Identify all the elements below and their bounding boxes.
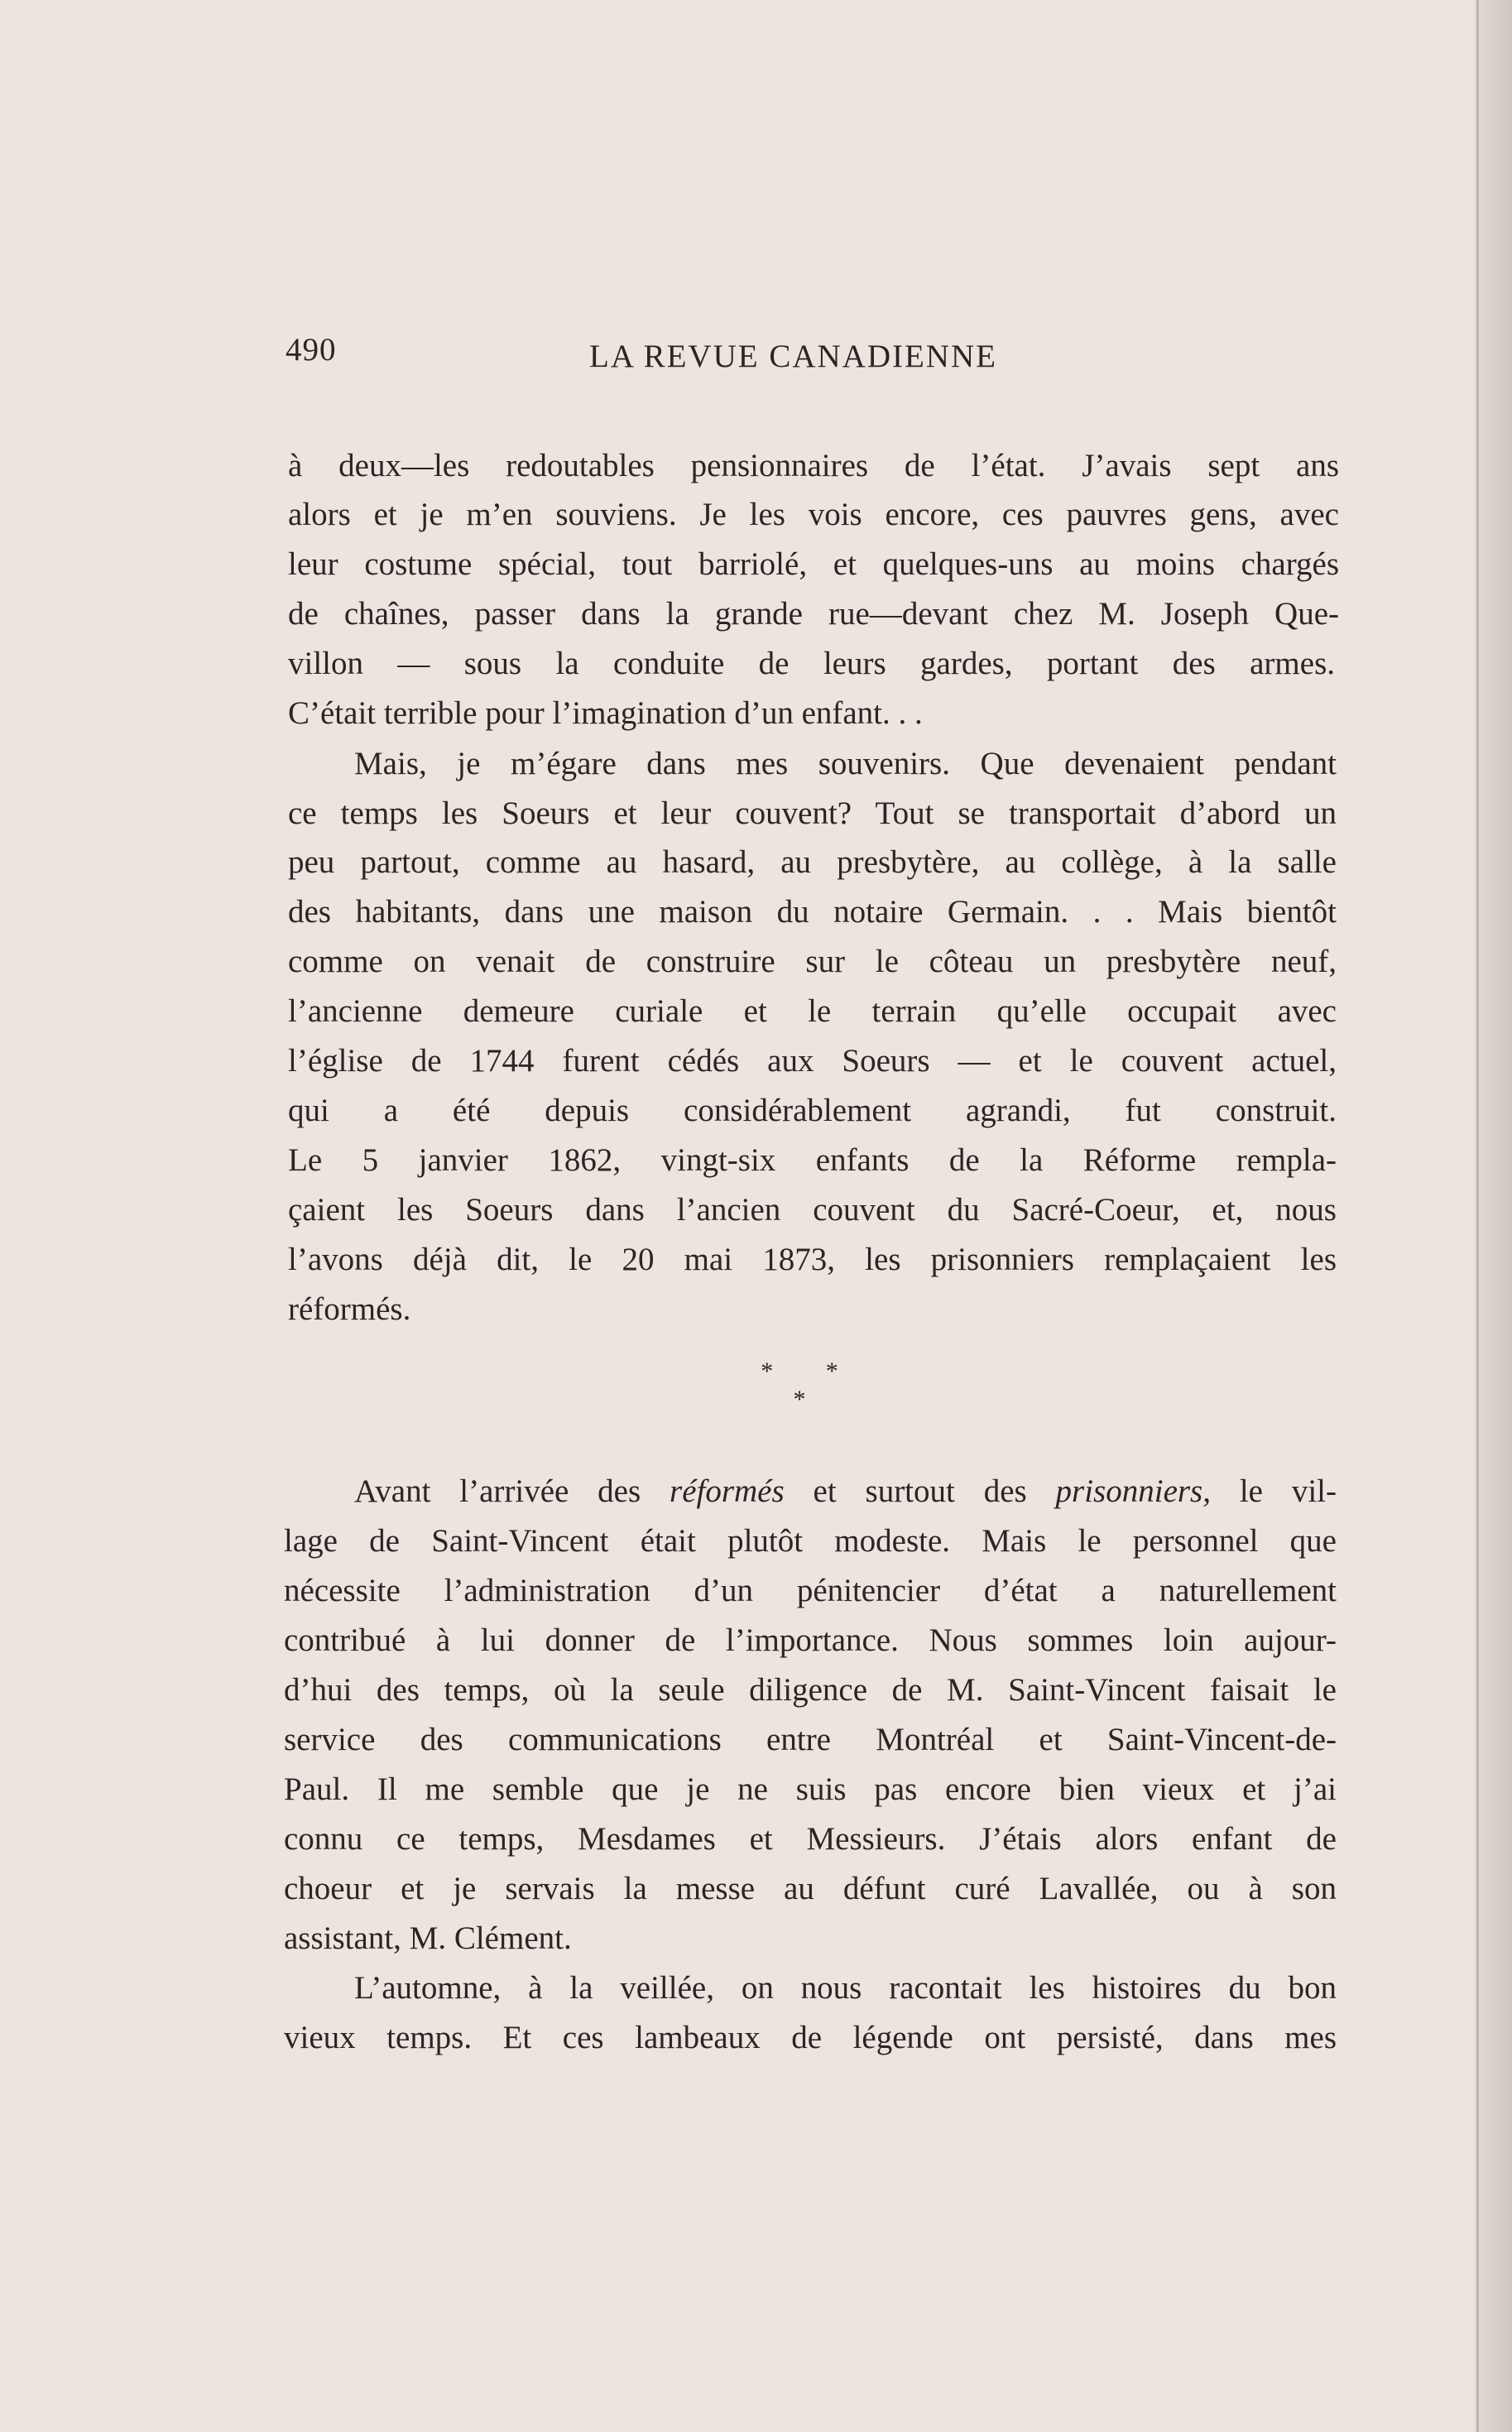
text-line: des habitants, dans une maison du notaire Germain. . . Mais bientôt (288, 894, 1337, 930)
page-edge (1474, 0, 1512, 2432)
text-line: L’automne, à la veillée, on nous racontait les histoires du bon (354, 1970, 1337, 2006)
text-line: réformés. (288, 1291, 411, 1327)
text-line: l’ancienne demeure curiale et le terrain qu’elle occupait avec (288, 993, 1337, 1029)
text-line: à deux—les redoutables pensionnaires de l’état. J’avais sept ans (288, 448, 1339, 483)
text-line: qui a été depuis considérablement agrandi, fut construit. (288, 1093, 1337, 1128)
text-line: lage de Saint-Vincent était plutôt modeste. Mais le personnel que (284, 1523, 1337, 1559)
text-line: Le 5 janvier 1862, vingt-six enfants de la Réforme rempla- (288, 1142, 1337, 1178)
text-line: C’était terrible pour l’imagination d’un enfant. . . (288, 695, 923, 731)
text-line: de chaînes, passer dans la grande rue—devant chez M. Joseph Que- (288, 596, 1339, 632)
text-line: ce temps les Soeurs et leur couvent? Tout se transportait d’abord un (288, 795, 1337, 831)
section-separator: * * * (761, 1358, 862, 1413)
text-line: çaient les Soeurs dans l’ancien couvent du Sacré-Coeur, et, nous (288, 1192, 1337, 1228)
text-line: Paul. Il me semble que je ne suis pas encore bien vieux et j’ai (284, 1771, 1337, 1807)
text-line: connu ce temps, Mesdames et Messieurs. J’étais alors enfant de (284, 1821, 1337, 1857)
text-line: alors et je m’en souviens. Je les vois encore, ces pauvres gens, avec (288, 497, 1339, 532)
italic-text: prisonniers, (1055, 1473, 1211, 1509)
text-line: service des communications entre Montréal et Saint-Vincent-de- (284, 1722, 1337, 1757)
text-line: peu partout, comme au hasard, au presbytère, au collège, à la salle (288, 844, 1337, 880)
text-line: leur costume spécial, tout barriolé, et quelques-uns au moins chargés (288, 546, 1339, 582)
text-line (354, 1475, 1337, 1507)
running-head: LA REVUE CANADIENNE (589, 339, 997, 374)
text-line: l’église de 1744 furent cédés aux Soeurs — et le couvent actuel, (288, 1043, 1337, 1079)
text-line: choeur et je servais la messe au défunt curé Lavallée, ou à son (284, 1871, 1337, 1906)
text-line: nécessite l’administration d’un pénitencier d’état a naturellement (284, 1573, 1337, 1608)
text-line: comme on venait de construire sur le côteau un presbytère neuf, (288, 944, 1337, 979)
italic-text: réformés (670, 1473, 785, 1509)
text-run: et surtout des (784, 1473, 1056, 1509)
text-line: l’avons déjà dit, le 20 mai 1873, les prisonniers remplaçaient les (288, 1242, 1337, 1277)
text-line: Mais, je m’égare dans mes souvenirs. Que devenaient pendant (354, 746, 1337, 781)
text-run: le vil- (1211, 1473, 1337, 1509)
text-run: Avant l’arrivée des (354, 1473, 670, 1509)
text-line: villon — sous la conduite de leurs gardes, portant des armes. (288, 646, 1335, 681)
text-line: contribué à lui donner de l’importance. Nous sommes loin aujour- (284, 1622, 1337, 1658)
page-edge-line (1476, 0, 1479, 2432)
page-number: 490 (286, 332, 337, 368)
text-line: assistant, M. Clément. (284, 1920, 572, 1956)
text-line: vieux temps. Et ces lambeaux de légende ont persisté, dans mes (284, 2020, 1337, 2055)
text-line: d’hui des temps, où la seule diligence de M. Saint-Vincent faisait le (284, 1672, 1337, 1708)
